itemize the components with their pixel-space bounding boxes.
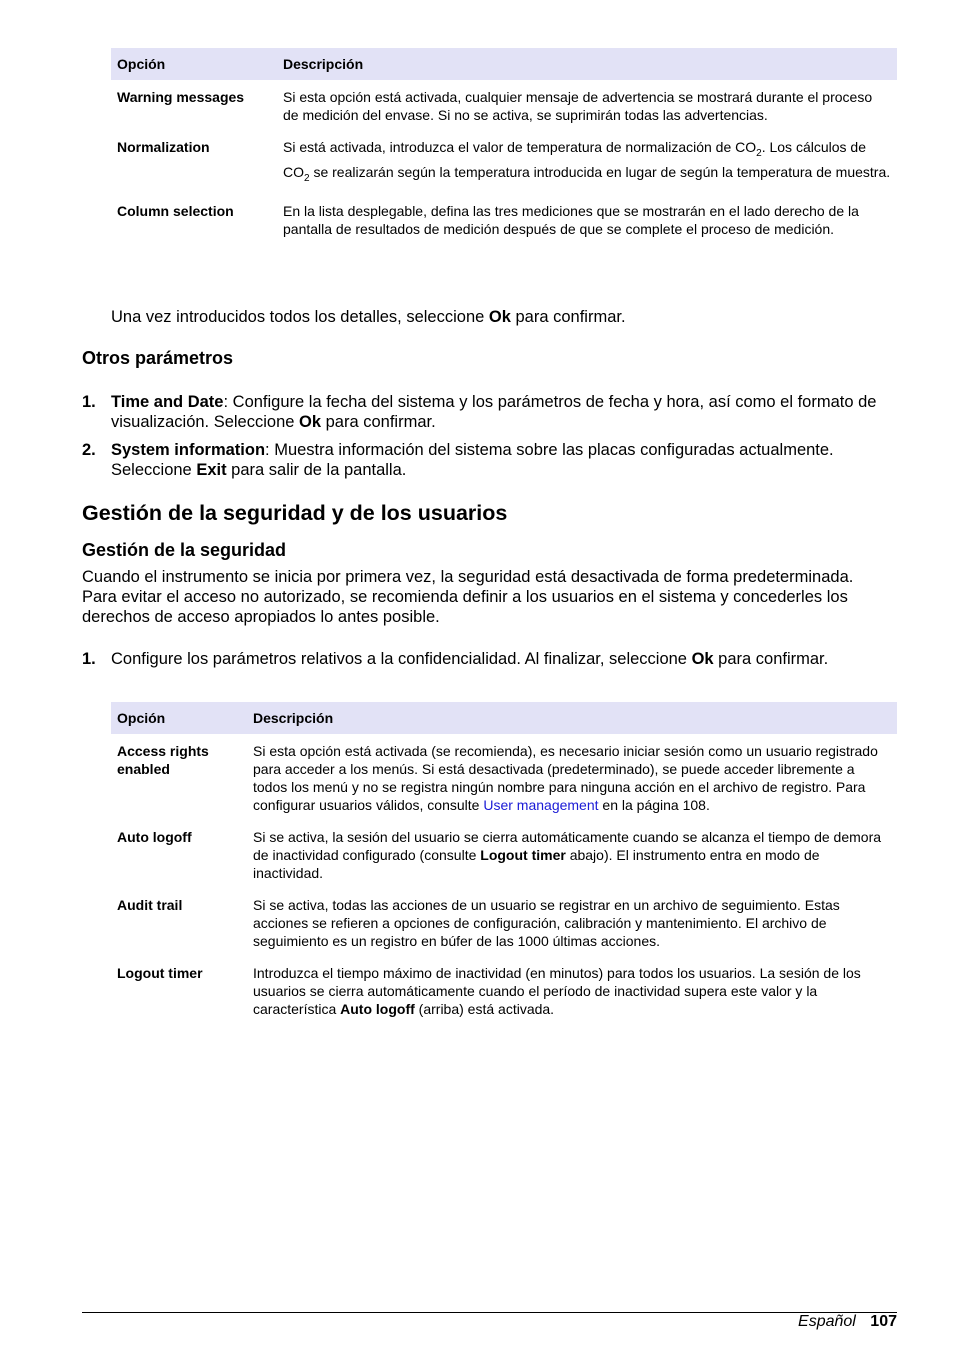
list-item: 1. Time and Date: Configure la fecha del sistema y los parámetros de fecha y hora, así como el formato de visualización. Seleccione Ok para confirmar. (82, 393, 877, 431)
option-name: Audit trail (117, 897, 183, 913)
table-row (111, 130, 897, 194)
list-item: 1. Configure los parámetros relativos a la confidencialidad. Al finalizar, seleccione Ok para confirmar. (82, 650, 829, 668)
intro-paragraph: Cuando el instrumento se inicia por primera vez, la seguridad está desactivada de forma predeterminada. Para evitar el acceso no autorizado, se recomienda definir a los usuarios en el sistema y concederles los derechos de acceso apropiados lo antes posible. (82, 568, 854, 626)
option-description: En la lista desplegable, defina las tres mediciones que se mostrarán en el lado derecho de la pantalla de resultados de medición después de que se complete el proceso de medición. (283, 202, 859, 237)
table-header (111, 48, 897, 80)
table-row (111, 888, 897, 956)
option-name: Column selection (117, 202, 234, 219)
table-row (111, 820, 897, 888)
option-name: Access rights enabled (117, 743, 209, 777)
page-footer (798, 1313, 897, 1331)
options-table-1 (111, 48, 897, 244)
header-option: Opción (111, 702, 247, 734)
option-name: Logout timer (117, 965, 203, 981)
header-description: Descripción (277, 48, 897, 80)
option-description: Si se activa, todas las acciones de un usuario se registrar en un archivo de seguimiento. Estas acciones se refieren a opciones de configuración, calibración y mantenimiento. El archivo de seguimiento es un registro en búfer de las 1000 últimas acciones. (253, 897, 840, 949)
option-name: Normalization (117, 139, 210, 155)
table-row (111, 80, 897, 130)
table-row (111, 194, 897, 244)
header-option: Opción (111, 48, 277, 80)
option-description: Si está activada, introduzca el valor de temperatura de normalización de $CO_2$. Los cálculos de $CO_2$ se realizarán según la temperatura introducida en lugar de según la temperatura de muestra. (283, 139, 891, 184)
header-description: Descripción (247, 702, 897, 734)
option-name: Auto logoff (117, 829, 192, 845)
table-row (111, 956, 897, 1024)
option-description: Si se activa, la sesión del usuario se cierra automáticamente cuando se alcanza el tiempo de demora de inactividad configurado (consulte Logout timer abajo). El instrumento entra en modo de inactividad. (253, 829, 882, 881)
page-number: 107 (870, 1313, 897, 1330)
list-item: 2. System information: Muestra información del sistema sobre las placas configuradas actualmente. Seleccione Exit para salir de la pantalla. (82, 441, 834, 479)
table-header (111, 702, 897, 734)
option-description: Si esta opción está activada (se recomienda), es necesario iniciar sesión como un usuario registrado para acceder a los menús. Si está desactivada (predeterminado), se puede acceder libremente a todos los menú y no se registra ningún nombre para ninguna acción en el archivo de registro. Para configurar usuarios válidos, consulte User management en la página 108. (253, 743, 878, 813)
section-heading-seguridad: Gestión de la seguridad (82, 540, 287, 560)
table-row (111, 734, 897, 820)
option-description: Si esta opción está activada, cualquier mensaje de advertencia se mostrará durante el proceso de medición del envase. Si no se activa, se suprimirán todas las advertencias. (283, 89, 873, 123)
footer-divider (82, 1312, 897, 1313)
option-description: Introduzca el tiempo máximo de inactividad (en minutos) para todos los usuarios. La sesión de los usuarios se cierra automáticamente cuando el período de inactividad supera este valor y la característica Auto logoff (arriba) está activada. (253, 965, 861, 1017)
confirm-paragraph: Una vez introducidos todos los detalles, seleccione Ok para confirmar. (111, 308, 626, 326)
user-management-link[interactable]: User management (483, 797, 599, 813)
section-heading-otros: Otros parámetros (82, 348, 234, 368)
section-heading-gestion: Gestión de la seguridad y de los usuarios (82, 501, 508, 525)
options-table-2 (111, 702, 897, 1024)
option-name: Warning messages (117, 89, 245, 105)
footer-language: Español (798, 1313, 856, 1330)
